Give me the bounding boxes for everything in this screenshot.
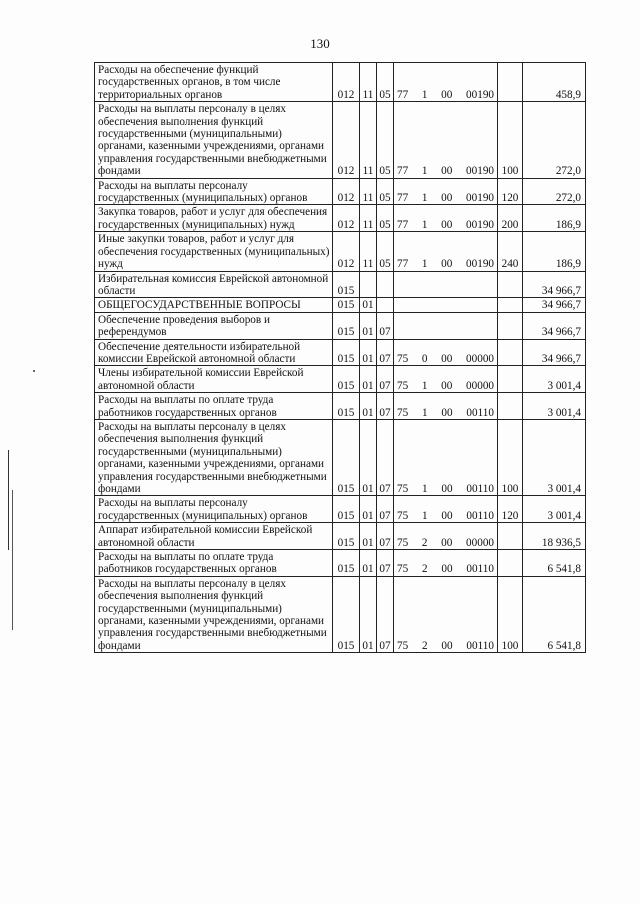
row-name: Иные закупки товаров, работ и услуг для обеспечения государственных (муниципальных) нужд [95,232,333,271]
csr-subprogram: 1 [421,218,428,231]
csr-code: 00000 [466,536,494,549]
row-sum: 18 936,5 [523,523,586,550]
row-csr [394,523,498,550]
csr-subprogram: 1 [421,165,428,178]
table-row [95,496,586,523]
csr-program: 75 [397,379,409,392]
row-sum: 3 001,4 [523,393,586,420]
csr-code: 00190 [466,165,494,178]
row-vid-raskhodov [498,271,523,298]
row-csr [394,496,498,523]
row-sum: 34 966,7 [523,271,586,298]
row-sum: 458,9 [523,63,586,102]
row-name: Расходы на выплаты по оплате труда работников государственных органов [95,550,333,577]
row-ved: 015 [333,496,360,523]
csr-code: 00110 [466,483,494,495]
csr-code: 00110 [466,406,494,419]
table-row [95,550,586,577]
row-razdel: 01 [360,496,377,523]
csr-program: 77 [397,165,409,178]
row-name: Расходы на выплаты по оплате труда работников государственных органов [95,393,333,420]
csr-direction: 00 [441,88,453,101]
row-podrazdel [377,271,394,298]
row-csr [394,271,498,298]
csr-code: 00110 [466,563,494,576]
csr-direction: 00 [441,192,453,205]
margin-scan-mark [8,450,9,550]
row-podrazdel [377,298,394,312]
csr-direction: 00 [441,406,453,419]
row-vid-raskhodov: 100 [498,102,523,178]
csr-direction: 00 [441,379,453,392]
row-ved: 015 [333,576,360,652]
table-row [95,271,586,298]
table-row [95,393,586,420]
row-name: Обеспечение проведения выборов и референдумов [95,312,333,339]
row-ved: 012 [333,63,360,102]
csr-subprogram: 2 [421,536,428,549]
row-csr [394,366,498,393]
table-row [95,419,586,495]
row-podrazdel: 07 [377,312,394,339]
row-razdel [360,271,377,298]
margin-scan-dot [33,370,35,372]
csr-direction: 00 [441,639,453,652]
row-sum: 34 966,7 [523,312,586,339]
row-sum: 186,9 [523,205,586,232]
csr-direction: 00 [441,258,453,271]
csr-direction: 00 [441,536,453,549]
row-name: Обеспечение деятельности избирательной комиссии Еврейской автономной области [95,339,333,366]
csr-program: 75 [397,639,409,652]
csr-program: 75 [397,536,409,549]
csr-subprogram: 1 [422,483,428,495]
row-vid-raskhodov [498,523,523,550]
csr-code: 00110 [466,639,494,652]
row-csr [394,205,498,232]
margin-scan-mark [12,490,13,630]
csr-code: 00000 [466,352,494,365]
csr-direction: 00 [441,483,453,495]
csr-code: 00190 [466,192,494,205]
row-name: Расходы на выплаты персоналу государственных (муниципальных) органов [95,178,333,205]
row-csr [394,339,498,366]
row-csr [394,298,498,312]
row-razdel: 11 [360,178,377,205]
row-ved: 015 [333,366,360,393]
row-sum: 186,9 [523,232,586,271]
row-vid-raskhodov: 100 [498,576,523,652]
table-row [95,298,586,312]
csr-program: 75 [397,406,409,419]
row-csr [394,232,498,271]
csr-subprogram: 1 [421,88,428,101]
row-podrazdel: 05 [377,232,394,271]
row-name: Избирательная комиссия Еврейской автономной области [95,271,333,298]
row-podrazdel: 05 [377,102,394,178]
row-csr [394,550,498,577]
row-vid-raskhodov [498,298,523,312]
row-podrazdel: 05 [377,178,394,205]
csr-subprogram: 1 [422,406,428,419]
csr-direction: 00 [441,563,453,576]
row-sum: 6 541,8 [523,576,586,652]
row-razdel: 01 [360,366,377,393]
row-vid-raskhodov: 120 [498,496,523,523]
row-vid-raskhodov [498,550,523,577]
row-csr [394,419,498,495]
row-vid-raskhodov [498,312,523,339]
csr-code: 00000 [466,379,494,392]
row-csr [394,576,498,652]
csr-program: 77 [397,88,409,101]
row-vid-raskhodov: 240 [498,232,523,271]
csr-code: 00110 [466,509,494,522]
row-ved: 015 [333,393,360,420]
row-name: Расходы на обеспечение функций государственных органов, в том числе территориальных органов [95,63,333,102]
row-sum: 34 966,7 [523,339,586,366]
row-razdel: 01 [360,550,377,577]
csr-program: 77 [397,258,409,271]
row-ved: 015 [333,298,360,312]
row-csr [394,102,498,178]
budget-table [94,62,586,653]
row-sum: 6 541,8 [523,550,586,577]
row-ved: 015 [333,312,360,339]
row-name: Расходы на выплаты персоналу в целях обеспечения выполнения функций государственными (муниципальными) органами, казенными учреждениями, органами управления государственными внебюджетными фондами [95,576,333,652]
table-row [95,205,586,232]
table-row [95,63,586,102]
csr-subprogram: 2 [422,639,428,652]
row-sum: 272,0 [523,102,586,178]
csr-direction: 00 [441,352,453,365]
table-row [95,178,586,205]
table-row [95,523,586,550]
row-vid-raskhodov [498,366,523,393]
table-row [95,366,586,393]
csr-subprogram: 1 [421,379,428,392]
table-row [95,312,586,339]
row-razdel: 01 [360,523,377,550]
row-podrazdel: 07 [377,550,394,577]
csr-subprogram: 1 [421,192,428,205]
row-vid-raskhodov [498,339,523,366]
row-sum: 3 001,4 [523,496,586,523]
csr-direction: 00 [441,509,453,522]
row-ved: 012 [333,232,360,271]
row-ved: 012 [333,102,360,178]
csr-subprogram: 1 [421,258,428,271]
row-ved: 015 [333,550,360,577]
row-podrazdel: 07 [377,366,394,393]
row-vid-raskhodov: 100 [498,419,523,495]
row-vid-raskhodov: 200 [498,205,523,232]
budget-table-body [95,63,586,653]
table-row [95,339,586,366]
row-ved: 015 [333,523,360,550]
row-podrazdel: 07 [377,576,394,652]
csr-code: 00190 [466,218,494,231]
csr-code: 00190 [466,258,494,271]
row-csr [394,178,498,205]
row-vid-raskhodov [498,63,523,102]
row-podrazdel: 07 [377,523,394,550]
row-razdel: 01 [360,298,377,312]
row-razdel: 01 [360,312,377,339]
csr-program: 77 [397,192,409,205]
row-razdel: 11 [360,102,377,178]
csr-program: 75 [397,483,409,495]
row-razdel: 01 [360,393,377,420]
row-razdel: 01 [360,339,377,366]
csr-subprogram: 2 [422,563,428,576]
row-csr [394,393,498,420]
row-ved: 015 [333,419,360,495]
row-name: Расходы на выплаты персоналу государственных (муниципальных) органов [95,496,333,523]
row-name: Расходы на выплаты персоналу в целях обеспечения выполнения функций государственными (муниципальными) органами, казенными учреждениями, органами управления государственными внебюджетными фондами [95,102,333,178]
row-podrazdel: 07 [377,419,394,495]
row-csr [394,312,498,339]
page-number: 130 [310,36,330,51]
row-razdel: 11 [360,232,377,271]
row-name: Аппарат избирательной комиссии Еврейской автономной области [95,523,333,550]
row-sum: 272,0 [523,178,586,205]
csr-program: 75 [397,563,409,576]
csr-direction: 00 [441,165,453,178]
row-sum: 34 966,7 [523,298,586,312]
row-ved: 015 [333,271,360,298]
row-podrazdel: 05 [377,205,394,232]
csr-program: 75 [397,352,409,365]
row-vid-raskhodov [498,393,523,420]
row-podrazdel: 07 [377,339,394,366]
table-row [95,232,586,271]
row-name: Расходы на выплаты персоналу в целях обеспечения выполнения функций государственными (муниципальными) органами, казенными учреждениями, органами управления государственными внебюджетными фондами [95,419,333,495]
row-podrazdel: 05 [377,63,394,102]
row-ved: 012 [333,205,360,232]
csr-code: 00190 [466,88,494,101]
row-razdel: 11 [360,63,377,102]
row-csr [394,63,498,102]
row-vid-raskhodov: 120 [498,178,523,205]
row-podrazdel: 07 [377,496,394,523]
csr-direction: 00 [441,218,453,231]
row-ved: 012 [333,178,360,205]
row-podrazdel: 07 [377,393,394,420]
csr-program: 77 [397,218,409,231]
row-name: Члены избирательной комиссии Еврейской автономной области [95,366,333,393]
csr-subprogram: 1 [422,509,428,522]
row-razdel: 01 [360,576,377,652]
row-razdel: 11 [360,205,377,232]
csr-subprogram: 0 [421,352,428,365]
row-sum: 3 001,4 [523,419,586,495]
row-name: ОБЩЕГОСУДАРСТВЕННЫЕ ВОПРОСЫ [95,298,333,312]
row-razdel: 01 [360,419,377,495]
table-row [95,102,586,178]
row-sum: 3 001,4 [523,366,586,393]
row-ved: 015 [333,339,360,366]
row-name: Закупка товаров, работ и услуг для обеспечения государственных (муниципальных) нужд [95,205,333,232]
table-row [95,576,586,652]
csr-program: 75 [397,509,409,522]
